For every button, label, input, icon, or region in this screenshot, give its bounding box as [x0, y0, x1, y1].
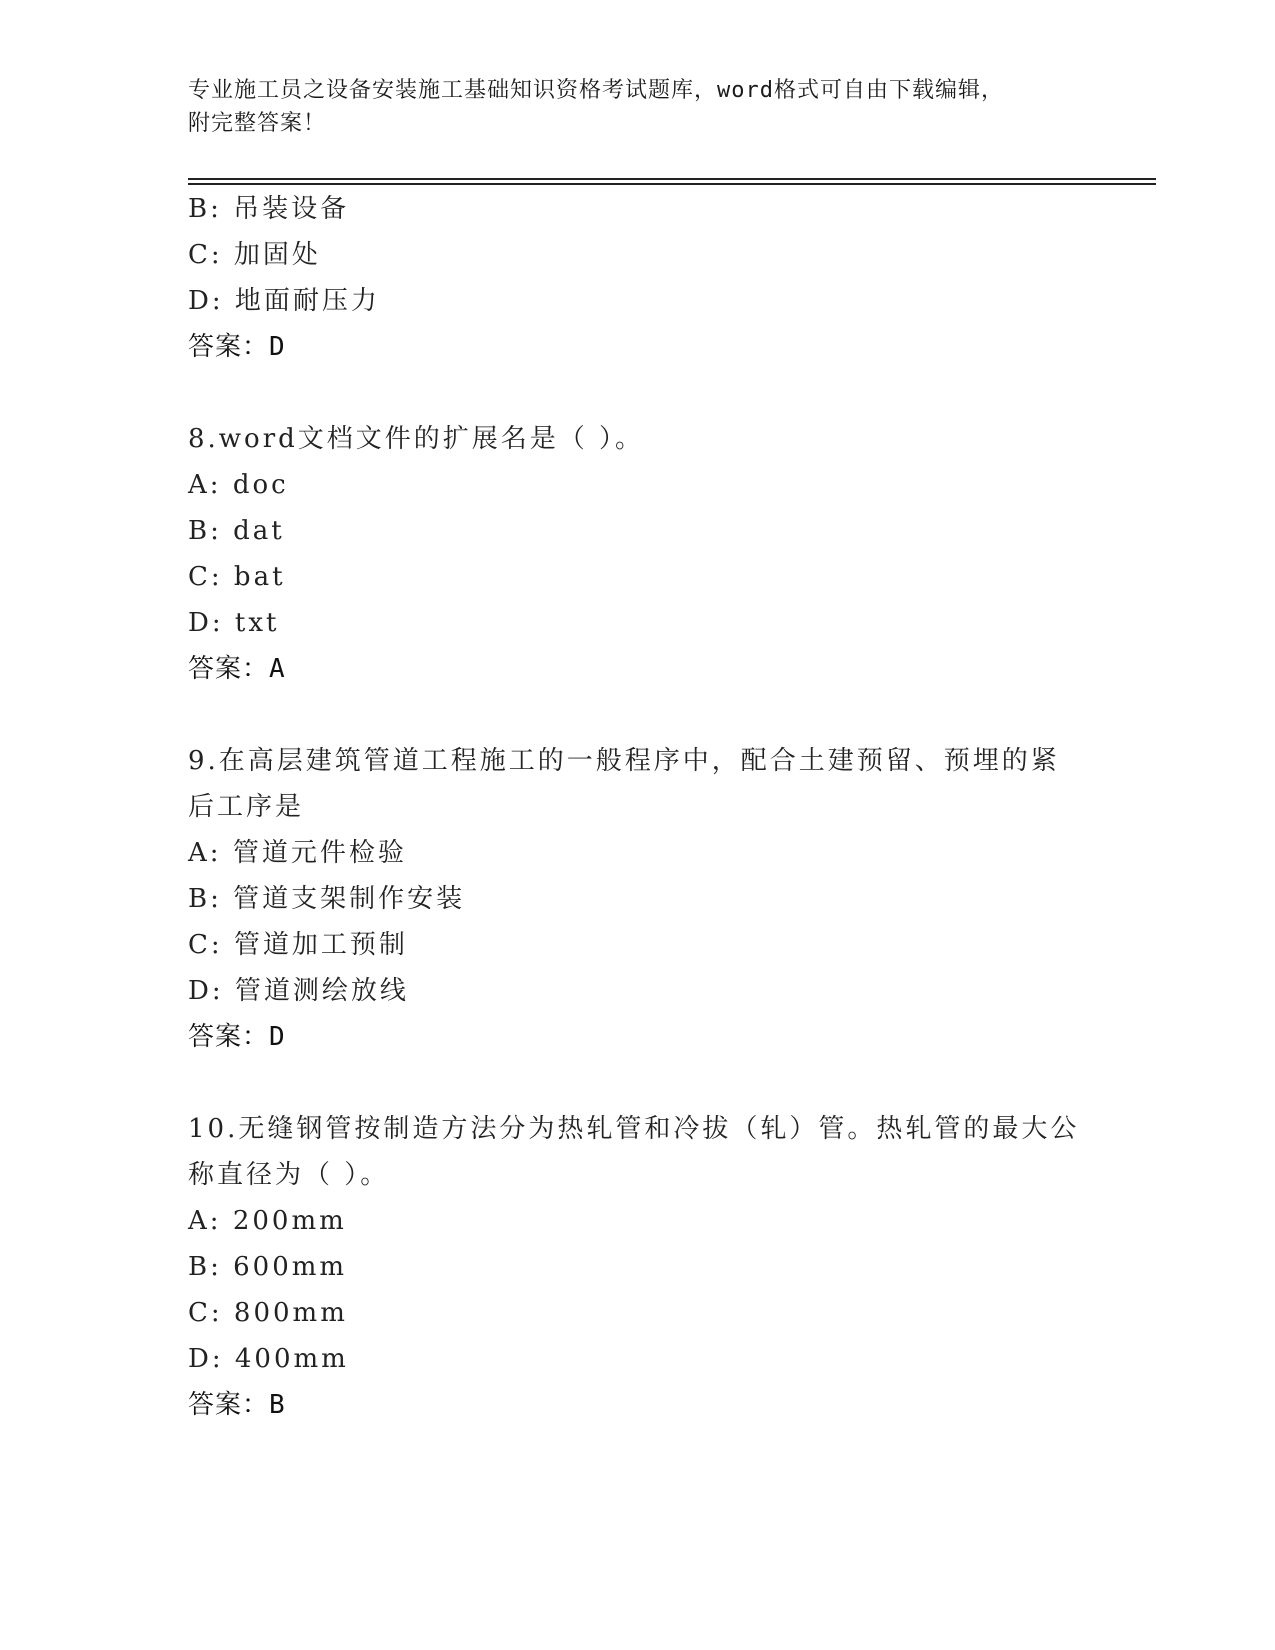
question-stem-line-1: 9.在高层建筑管道工程施工的一般程序中，配合土建预留、预埋的紧	[188, 746, 1060, 776]
option-c	[188, 232, 1108, 278]
question-content	[188, 186, 1108, 1428]
answer-line: 答案：A	[188, 654, 286, 684]
option-text: doc	[232, 470, 289, 500]
option-text: 200mm	[232, 1206, 347, 1236]
option-c	[188, 1290, 1108, 1336]
option-label: A:	[188, 838, 222, 868]
header-divider-top	[188, 178, 1156, 180]
document-header	[188, 74, 1068, 140]
option-label: A:	[188, 470, 222, 500]
question-stem: 8.word文档文件的扩展名是（ ）。	[188, 424, 645, 454]
option-text: 加固处	[233, 240, 321, 270]
option-text: 地面耐压力	[234, 286, 380, 316]
option-d	[188, 278, 1108, 324]
continued-question	[188, 186, 1108, 370]
answer-line: 答案：D	[188, 332, 286, 362]
option-d	[188, 1336, 1108, 1382]
option-label: B:	[188, 1252, 222, 1282]
option-text: 400mm	[234, 1344, 349, 1374]
option-label: A:	[188, 1206, 222, 1236]
question-8	[188, 416, 1108, 692]
option-label: C:	[188, 240, 223, 270]
option-label: C:	[188, 562, 223, 592]
header-line-1: 专业施工员之设备安装施工基础知识资格考试题库，word格式可自由下载编辑，	[188, 78, 1004, 103]
option-label: B:	[188, 884, 222, 914]
question-9	[188, 738, 1108, 1060]
question-10	[188, 1106, 1108, 1428]
option-c	[188, 922, 1108, 968]
option-a	[188, 462, 1108, 508]
option-text: 管道元件检验	[232, 838, 407, 868]
option-a	[188, 830, 1108, 876]
option-a	[188, 1198, 1108, 1244]
option-c	[188, 554, 1108, 600]
option-label: B:	[188, 516, 222, 546]
option-d	[188, 968, 1108, 1014]
option-text: bat	[233, 562, 286, 592]
option-text: 管道测绘放线	[234, 976, 409, 1006]
option-label: C:	[188, 930, 223, 960]
answer-line: 答案：B	[188, 1390, 286, 1420]
option-label: B:	[188, 194, 222, 224]
answer-line: 答案：D	[188, 1022, 286, 1052]
header-divider-bottom	[188, 183, 1156, 185]
option-b	[188, 1244, 1108, 1290]
option-text: 管道加工预制	[233, 930, 408, 960]
option-text: 吊装设备	[233, 194, 350, 224]
header-line-2: 附完整答案！	[188, 111, 327, 136]
question-stem-line-2: 称直径为（ ）。	[188, 1160, 390, 1190]
option-b	[188, 876, 1108, 922]
option-label: D:	[188, 1344, 224, 1374]
option-label: D:	[188, 286, 224, 316]
option-text: 管道支架制作安装	[233, 884, 466, 914]
option-text: 800mm	[233, 1298, 348, 1328]
option-b	[188, 508, 1108, 554]
option-label: C:	[188, 1298, 223, 1328]
option-label: D:	[188, 976, 224, 1006]
option-text: 600mm	[233, 1252, 348, 1282]
option-text: dat	[233, 516, 285, 546]
option-label: D:	[188, 608, 224, 638]
option-text: txt	[234, 608, 280, 638]
question-stem-line-1: 10.无缝钢管按制造方法分为热轧管和冷拔（轧）管。热轧管的最大公	[188, 1114, 1080, 1144]
question-stem-line-2: 后工序是	[188, 792, 305, 822]
option-b	[188, 186, 1108, 232]
option-d	[188, 600, 1108, 646]
